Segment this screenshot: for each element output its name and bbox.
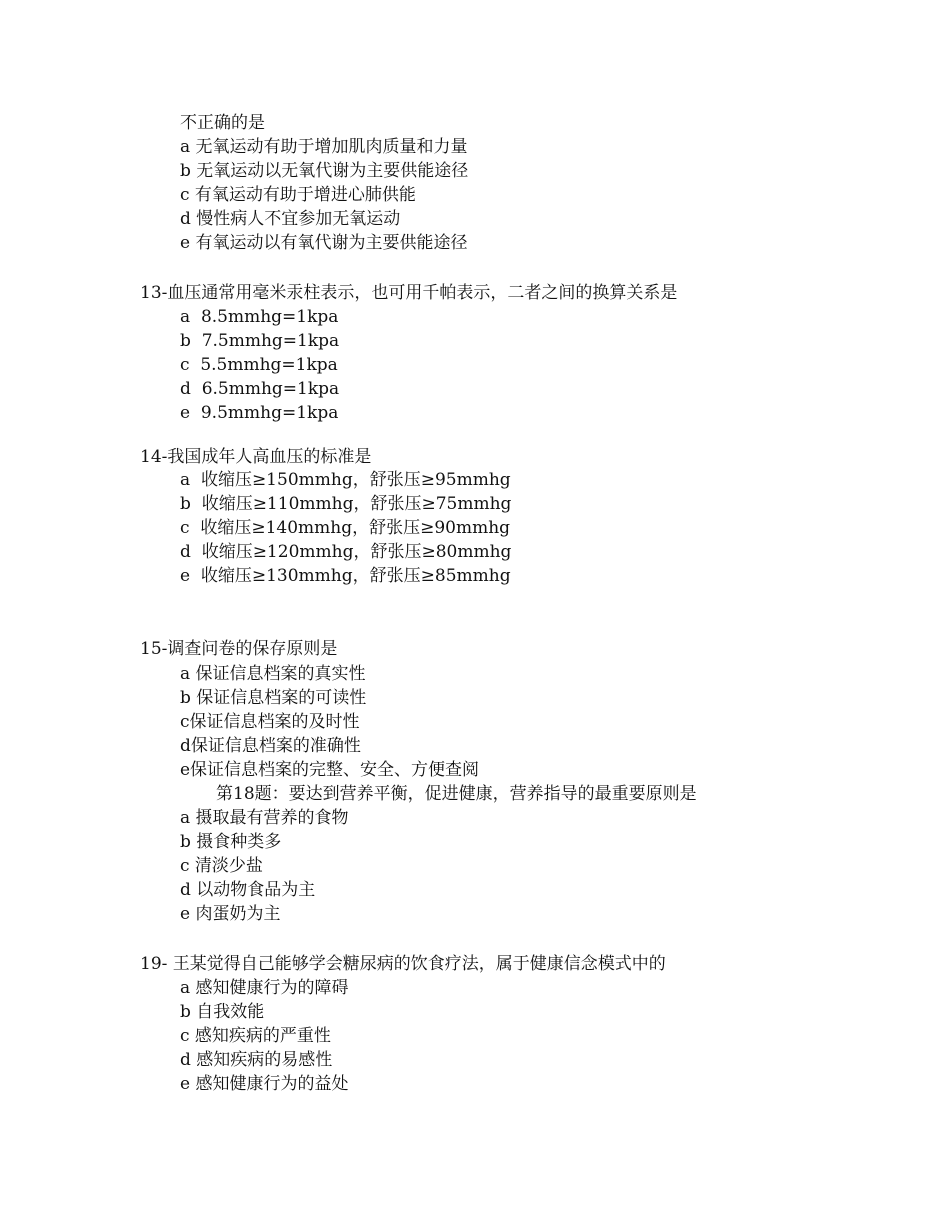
question-13-option-e: e 9.5mmhg=1kpa [180,403,339,423]
question-13-option-a: a 8.5mmhg=1kpa [180,307,339,327]
question-13-option-c: c 5.5mmhg=1kpa [180,355,338,375]
question-15-option-d: d保证信息档案的准确性 [180,736,361,756]
question-12-option-d: d 慢性病人不宜参加无氧运动 [180,209,401,229]
question-18-stem: 第18题：要达到营养平衡，促进健康，营养指导的最重要原则是 [216,784,697,804]
question-15-option-e: e保证信息档案的完整、安全、方便查阅 [180,760,480,780]
question-18-option-d: d 以动物食品为主 [180,880,316,900]
question-19-stem: 19- 王某觉得自己能够学会糖尿病的饮食疗法，属于健康信念模式中的 [140,954,666,974]
question-15-stem: 15-调查问卷的保存原则是 [140,639,338,659]
question-19-option-e: e 感知健康行为的益处 [180,1074,349,1094]
question-15-option-a: a 保证信息档案的真实性 [180,664,366,684]
question-12-option-a: a 无氧运动有助于增加肌肉质量和力量 [180,137,468,157]
question-18-option-a: a 摄取最有营养的食物 [180,808,349,828]
question-18-option-b: b 摄食种类多 [180,832,282,852]
question-19-option-b: b 自我效能 [180,1002,265,1022]
question-13-option-b: b 7.5mmhg=1kpa [180,331,340,351]
question-15-option-b: b 保证信息档案的可读性 [180,688,367,708]
question-19-option-d: d 感知疾病的易感性 [180,1050,333,1070]
question-14-stem: 14-我国成年人高血压的标准是 [140,447,372,467]
question-14-option-d: d 收缩压≥120mmhg，舒张压≥80mmhg [180,542,512,562]
question-18-option-c: c 清淡少盐 [180,856,263,876]
question-13-option-d: d 6.5mmhg=1kpa [180,379,340,399]
question-12-option-e: e 有氧运动以有氧代谢为主要供能途径 [180,233,468,253]
question-12-stem-tail: 不正确的是 [180,113,265,133]
question-14-option-b: b 收缩压≥110mmhg，舒张压≥75mmhg [180,494,512,514]
question-14-option-c: c 收缩压≥140mmhg，舒张压≥90mmhg [180,518,511,538]
question-18-option-e: e 肉蛋奶为主 [180,904,281,924]
question-14-option-e: e 收缩压≥130mmhg，舒张压≥85mmhg [180,566,511,586]
question-13-stem: 13-血压通常用毫米汞柱表示，也可用千帕表示，二者之间的换算关系是 [140,283,678,303]
question-12-option-b: b 无氧运动以无氧代谢为主要供能途径 [180,161,469,181]
question-14-option-a: a 收缩压≥150mmhg，舒张压≥95mmhg [180,470,511,490]
question-19-option-a: a 感知健康行为的障碍 [180,978,349,998]
question-12-option-c: c 有氧运动有助于增进心肺供能 [180,185,416,205]
question-19-option-c: c 感知疾病的严重性 [180,1026,331,1046]
question-15-option-c: c保证信息档案的及时性 [180,712,360,732]
